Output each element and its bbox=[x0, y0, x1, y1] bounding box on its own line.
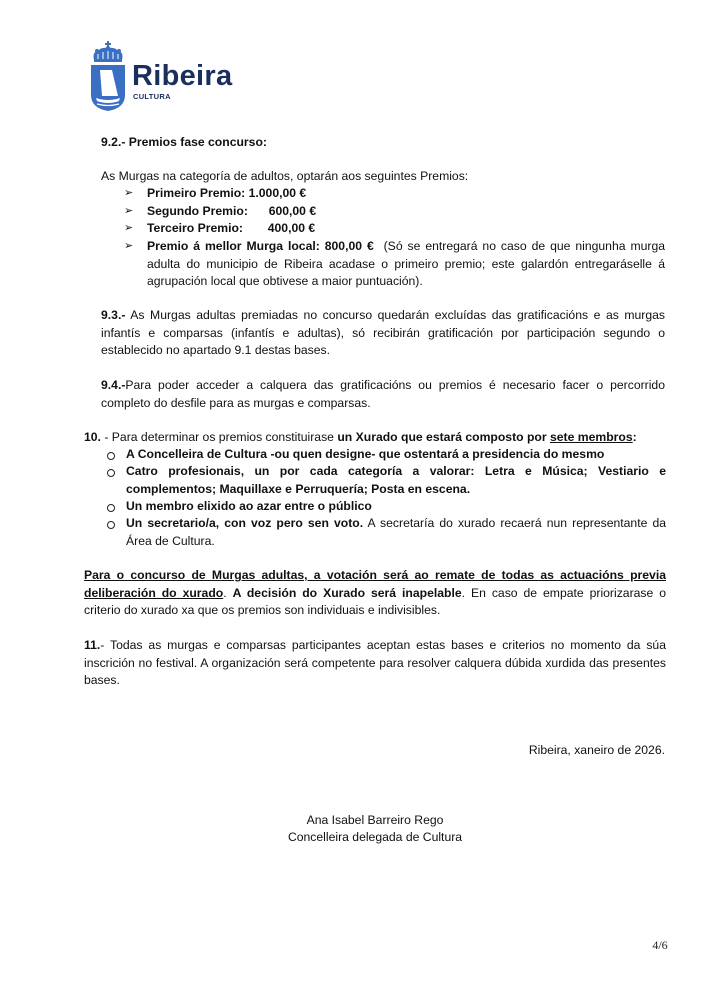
member-note: A secretaría do xurado recaerá nun representante da Área de Cultura. bbox=[126, 516, 666, 548]
prize-amount: 800,00 € bbox=[324, 239, 374, 253]
page-number: 4/6 bbox=[652, 938, 668, 952]
coat-of-arms-icon bbox=[88, 40, 128, 112]
voting-paragraph bbox=[84, 567, 666, 620]
section-text: - Todas as murgas e comparsas participantes aceptan estas bases e criterios no momento da súa inscrición no festival. A organización será competente para resolver calquera dúbida xurdida das presentes bases. bbox=[84, 638, 666, 688]
prize-label: Terceiro Premio: bbox=[147, 221, 243, 235]
arrow-bullet-icon: ➢ bbox=[124, 240, 134, 252]
section-text: Para poder acceder a calquera das gratificacións ou premios é necesario facer o percorrido completo do desfile para as murgas e comparsas. bbox=[101, 378, 665, 410]
section-number: 11. bbox=[84, 638, 101, 652]
section-9-4 bbox=[101, 377, 665, 412]
section-number: 10. bbox=[84, 430, 101, 444]
circle-bullet-icon bbox=[107, 504, 115, 512]
jury-composition: un Xurado que estará composto por bbox=[337, 430, 550, 444]
jury-member: A Concelleira de Cultura -ou quen designe- que ostentará a presidencia do mesmo bbox=[126, 447, 605, 461]
logo-subtitle: CULTURA bbox=[133, 92, 171, 101]
prize-item bbox=[147, 238, 665, 291]
section-lead: - Para determinar os premios constituirase bbox=[100, 430, 338, 444]
section-text: As Murgas adultas premiadas no concurso quedarán excluídas das gratificacións e as murgas infantís e comparsas (infantís e adultas), só recibirán gratificación por participación segundo o establecido no apartado 9.1 destas bases. bbox=[101, 308, 666, 358]
section-10-intro bbox=[84, 429, 666, 447]
ribeira-cultura-logo bbox=[88, 40, 248, 112]
section-9-3 bbox=[101, 307, 665, 360]
prize-note: (Só se entregará no caso de que ningunha murga adulta do municipio de Ribeira acadase o primeiro premio; este galardón entregaráselle á agrupación local que obtivese a maior puntuación). bbox=[147, 239, 665, 289]
section-number: 9.3.- bbox=[101, 308, 126, 322]
prize-label: Primeiro Premio: bbox=[147, 186, 246, 200]
colon: : bbox=[632, 430, 637, 444]
tie-rule: . En caso de empate priorizarase o criterio do xurado xa que os premios son individuais e indivisibles. bbox=[84, 585, 667, 618]
section-9-2-heading: 9.2.- Premios fase concurso: bbox=[101, 135, 267, 149]
section-11 bbox=[84, 637, 666, 690]
voting-rule: Para o concurso de Murgas adultas, a votación será ao remate de todas as actuacións previa deliberación do xurado bbox=[84, 568, 666, 600]
decision-final: A decisión do Xurado será inapelable bbox=[232, 585, 462, 600]
jury-member: Catro profesionais, un por cada categoría a valorar: Letra e Música; Vestiario e complementos; Maquillaxe e Perruquería; Posta en escena. bbox=[126, 464, 666, 496]
signatory-role: Concelleira delegada de Cultura bbox=[287, 830, 463, 844]
prize-item bbox=[147, 185, 306, 203]
jury-member: Un membro elixido ao azar entre o público bbox=[126, 499, 372, 513]
circle-bullet-icon bbox=[107, 452, 115, 460]
section-number: 9.4.- bbox=[101, 378, 126, 392]
prize-label: Segundo Premio: bbox=[147, 204, 248, 218]
prize-amount: 400,00 € bbox=[267, 221, 316, 235]
prize-item bbox=[147, 220, 315, 238]
prize-amount: 1.000,00 € bbox=[248, 186, 307, 200]
prizes-intro: As Murgas na categoría de adultos, optarán aos seguintes Premios: bbox=[101, 169, 469, 183]
signatory-name: Ana Isabel Barreiro Rego bbox=[306, 813, 444, 827]
prize-item bbox=[147, 203, 316, 221]
circle-bullet-icon bbox=[107, 521, 115, 529]
arrow-bullet-icon: ➢ bbox=[124, 222, 134, 234]
prize-label: Premio á mellor Murga local: bbox=[147, 239, 320, 253]
jury-size: sete membros bbox=[550, 430, 633, 444]
arrow-bullet-icon: ➢ bbox=[124, 205, 134, 217]
prize-amount: 600,00 € bbox=[268, 204, 317, 218]
jury-member bbox=[126, 515, 666, 550]
circle-bullet-icon bbox=[107, 469, 115, 477]
period: . bbox=[223, 585, 233, 600]
arrow-bullet-icon: ➢ bbox=[124, 187, 134, 199]
logo-title: Ribeira bbox=[132, 60, 233, 92]
place-date: Ribeira, xaneiro de 2026. bbox=[528, 743, 665, 757]
member-role: Un secretario/a, con voz pero sen voto. bbox=[126, 516, 364, 530]
